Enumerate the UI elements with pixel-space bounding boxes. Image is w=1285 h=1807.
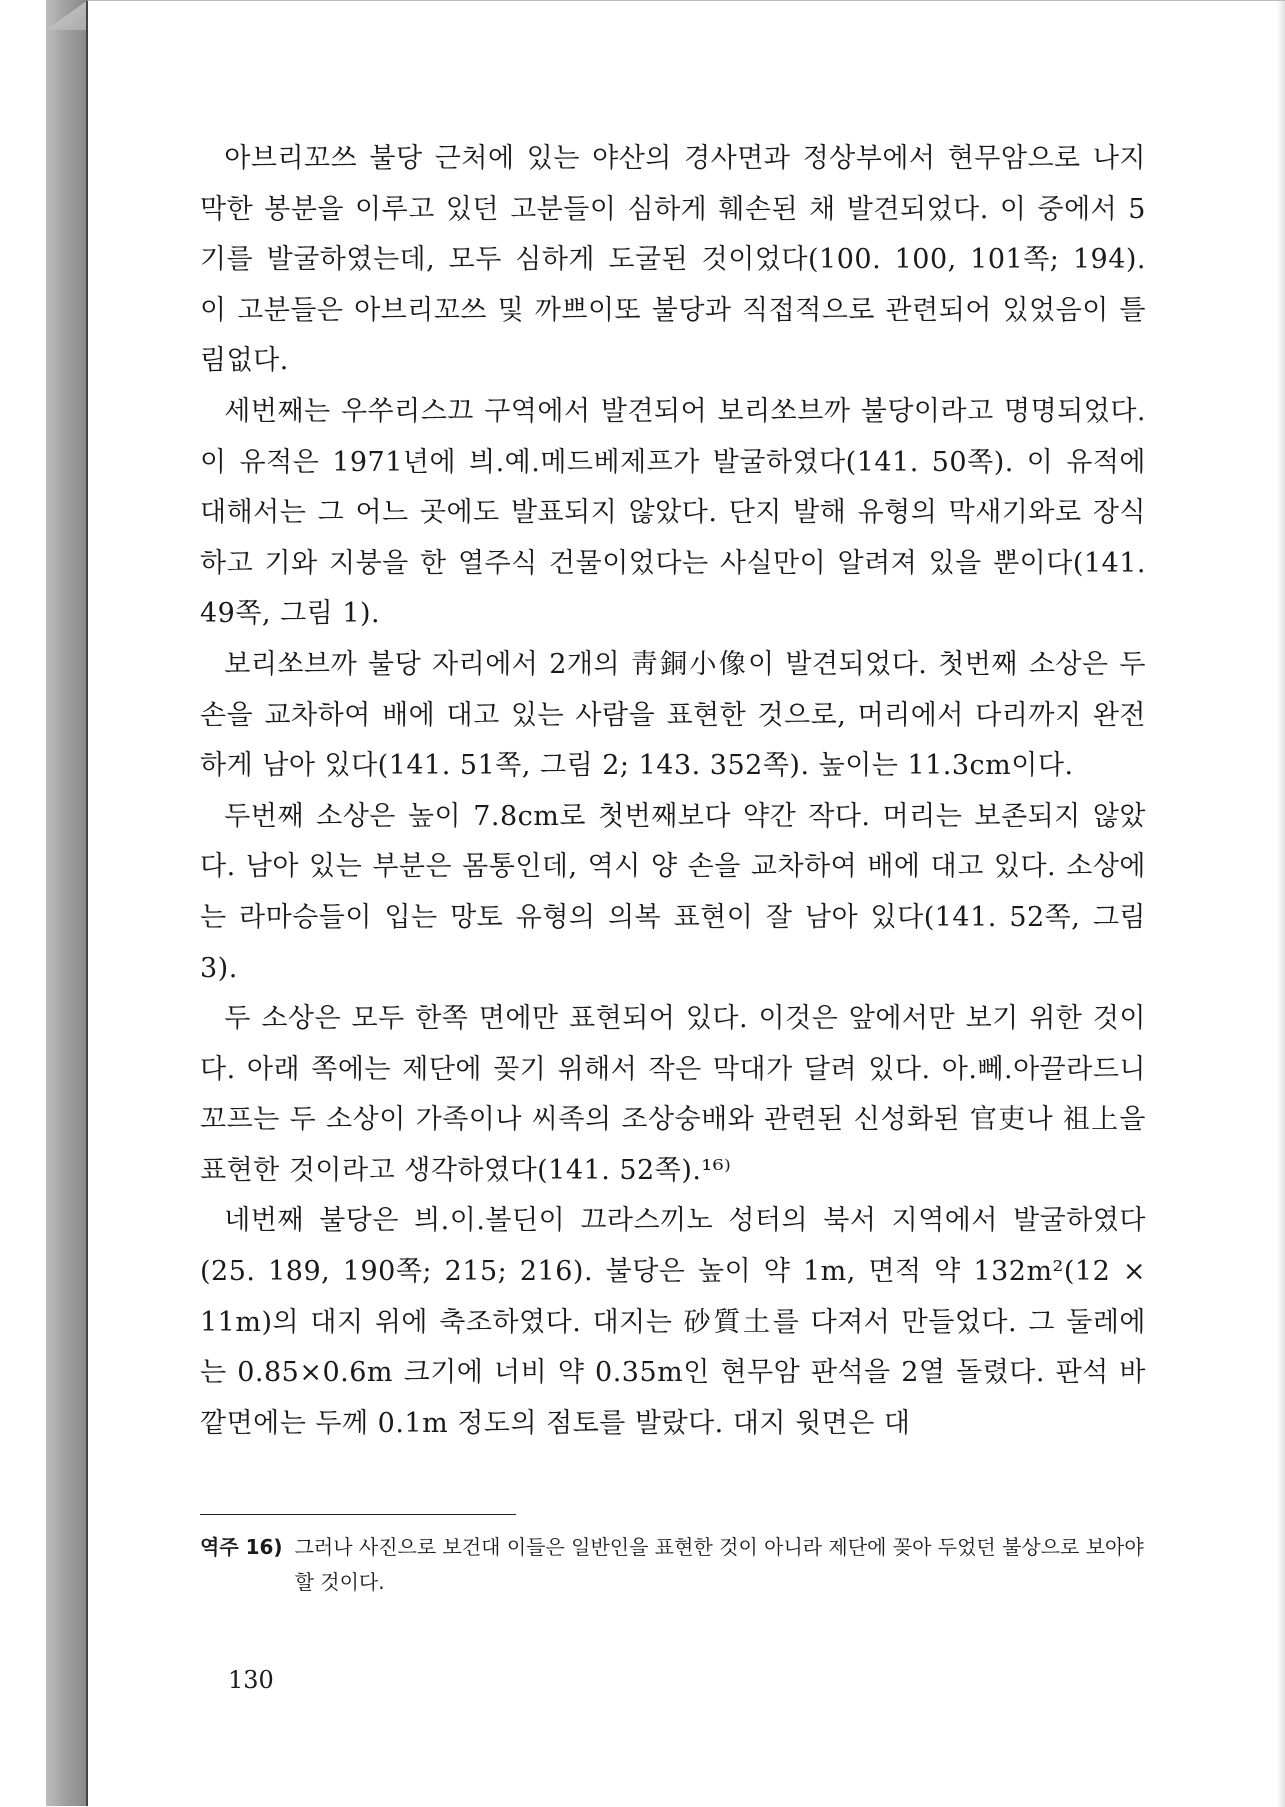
- page-edge-shadow: [1277, 1, 1285, 1807]
- footnote: [200, 1530, 1146, 1600]
- paragraph-2: 세번째는 우쑤리스끄 구역에서 발견되어 보리쏘브까 불당이라고 명명되었다. 이 유적은 1971년에 븨.예.메드베제프가 발굴하였다(141. 50쪽). 이 유적에 대해서는 그 어느 곳에도 발표되지 않았다. 단지 발해 유형의 막새기와로 장식하고 기와 지붕을 한 열주식 건물이었다는 사실만이 알려져 있을 뿐이다(141. 49쪽, 그림 1).: [200, 395, 1146, 630]
- book-spine: [46, 0, 86, 1806]
- footnote-divider: [200, 1514, 516, 1515]
- paragraph-6: 네번째 불당은 븨.이.볼딘이 끄라스끼노 성터의 북서 지역에서 발굴하였다(25. 189, 190쪽; 215; 216). 불당은 높이 약 1m, 면적 약 132m²(12 × 11m)의 대지 위에 축조하였다. 대지는 砂質土를 다져서 만들었다. 그 둘레에는 0.85×0.6m 크기에 너비 약 0.35m인 현무암 판석을 2열 돌렸다. 판석 바깥면에는 두께 0.1m 정도의 점토를 발랐다. 대지 윗면은 대: [200, 1205, 1146, 1439]
- paragraph-3: 보리쏘브까 불당 자리에서 2개의 靑銅小像이 발견되었다. 첫번째 소상은 두 손을 교차하여 배에 대고 있는 사람을 표현한 것으로, 머리에서 다리까지 완전하게 남아 있다(141. 51쪽, 그림 2; 143. 352쪽). 높이는 11.3cm이다.: [200, 648, 1146, 782]
- paragraph-1: 아브리꼬쓰 불당 근처에 있는 야산의 경사면과 정상부에서 현무암으로 나지막한 봉분을 이루고 있던 고분들이 심하게 훼손된 채 발견되었다. 이 중에서 5기를 발굴하였는데, 모두 심하게 도굴된 것이었다(100. 100, 101쪽; 194). 이 고분들은 아브리꼬쓰 및 까쁘이또 불당과 직접적으로 관련되어 있었음이 틀림없다.: [200, 143, 1146, 377]
- paragraph-5: 두 소상은 모두 한쪽 면에만 표현되어 있다. 이것은 앞에서만 보기 위한 것이다. 아래 쪽에는 제단에 꽂기 위해서 작은 막대가 달려 있다. 아.뻬.아끌라드니꼬프는 두 소상이 가족이나 씨족의 조상숭배와 관련된 신성화된 官吏나 祖上을 표현한 것이라고 생각하였다(141. 52쪽).¹⁶⁾: [200, 1003, 1146, 1186]
- page-number: 130: [228, 1666, 274, 1694]
- paragraph-4: 두번째 소상은 높이 7.8cm로 첫번째보다 약간 작다. 머리는 보존되지 않았다. 남아 있는 부분은 몸통인데, 역시 양 손을 교차하여 배에 대고 있다. 소상에는 라마승들이 입는 망토 유형의 의복 표현이 잘 남아 있다(141. 52쪽, 그림 3).: [200, 800, 1146, 984]
- footnote-label: 역주 16): [200, 1535, 283, 1559]
- footnote-text: 그러나 사진으로 보건대 이들은 일반인을 표현한 것이 아니라 제단에 꽂아 두었던 불상으로 보아야 할 것이다.: [294, 1535, 1144, 1594]
- body-text: [200, 134, 1146, 1449]
